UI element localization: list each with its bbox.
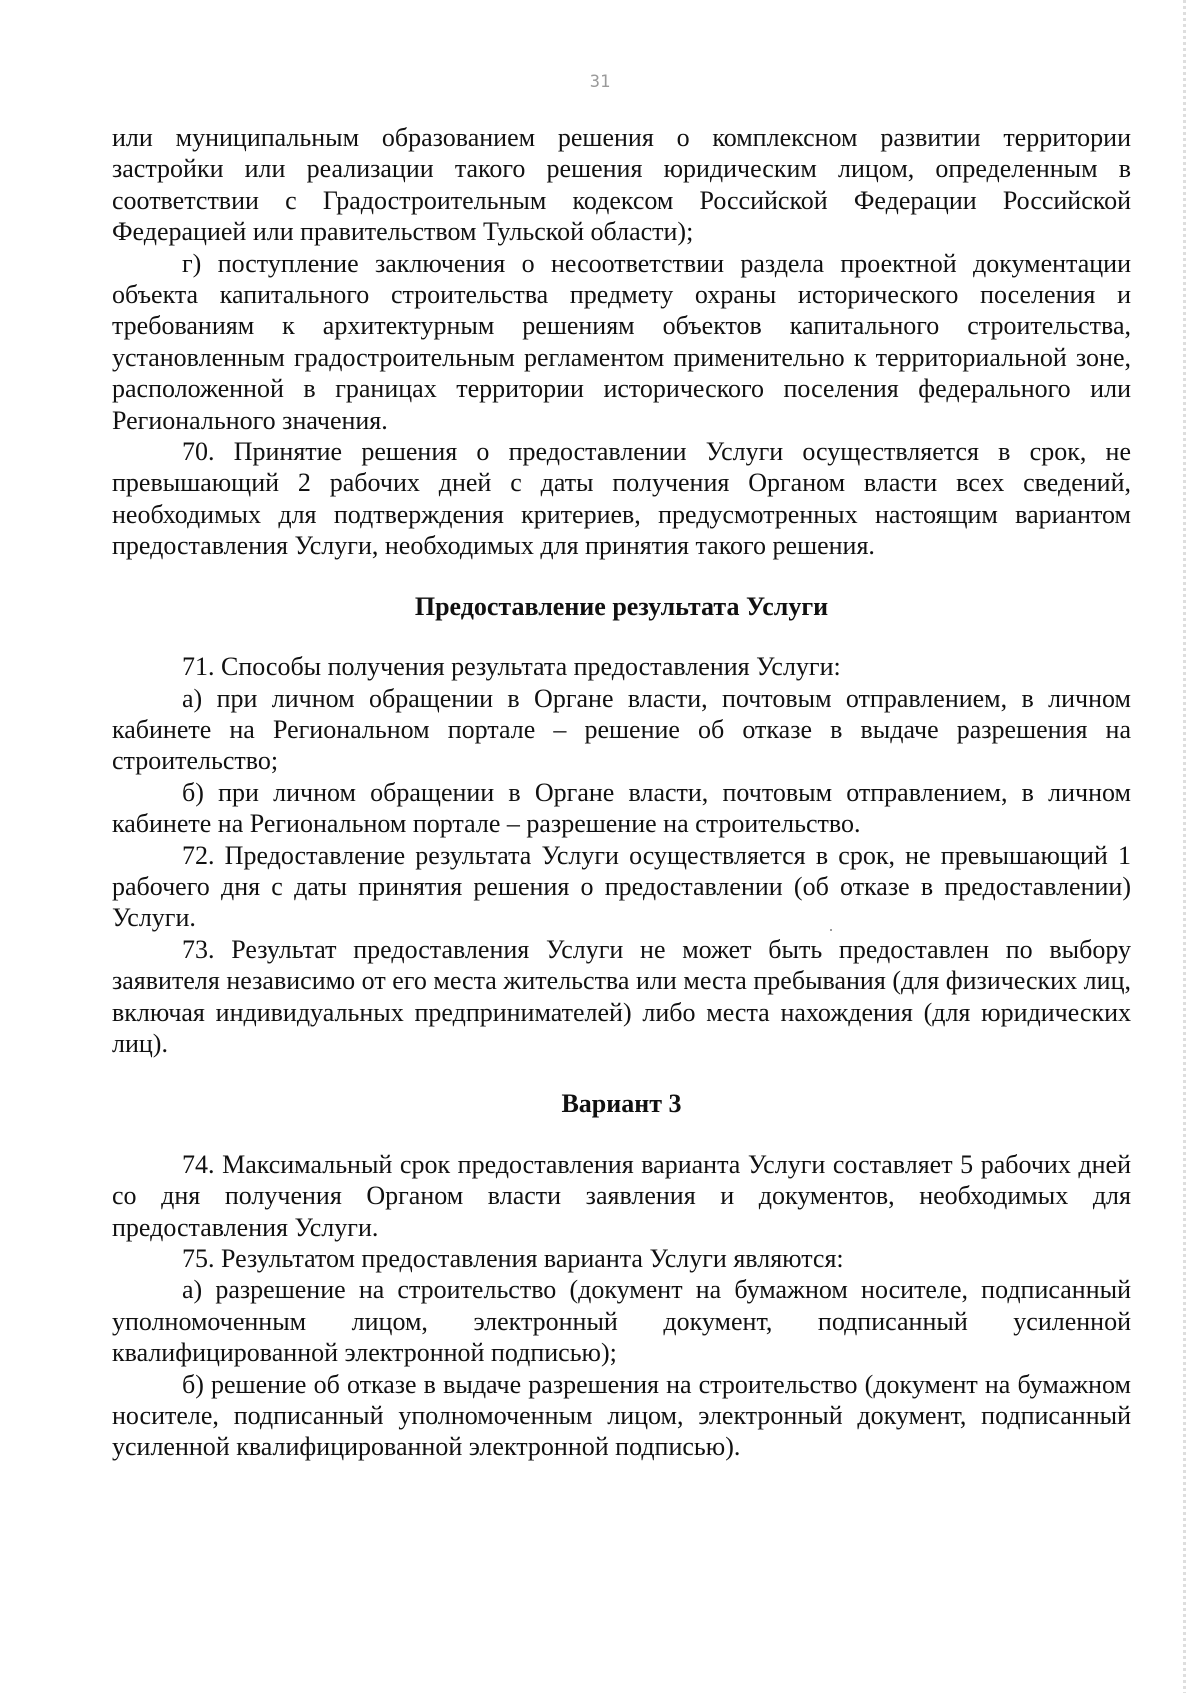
paragraph-73: 73. Результат предоставления Услуги не может быть предоставлен по выбору заявителя независимо от его места жительства или места пребывания (для физических лиц, включая индивидуальных предпринимателей) либо места нахождения (для юридических лиц). bbox=[112, 934, 1131, 1058]
paragraph-item-g: г) поступление заключения о несоответствии раздела проектной документации объекта капитального строительства предмету охраны исторического поселения и требованиям к архитектурным решениям объектов капитального строительства, установленным градостроительным регламентом применительно к территориальной зоне, расположенной в границах территории исторического поселения федерального или Регионального значения. bbox=[112, 248, 1131, 435]
document-body bbox=[112, 122, 1131, 1463]
paragraph-70: 70. Принятие решения о предоставлении Услуги осуществляется в срок, не превышающий 2 рабочих дней с даты получения Органом власти всех сведений, необходимых для подтверждения критериев, предусмотренных настоящим вариантом предоставления Услуги, необходимых для принятия такого решения. bbox=[112, 437, 1131, 561]
page-number: 31 bbox=[589, 72, 611, 92]
spacer bbox=[112, 1059, 1131, 1088]
paragraph-72: 72. Предоставление результата Услуги осуществляется в срок, не превышающий 1 рабочего дня с даты принятия решения о предоставлении (об отказе в предоставлении) Услуги. bbox=[112, 840, 1131, 933]
scan-speck bbox=[830, 929, 832, 931]
spacer bbox=[112, 622, 1131, 651]
paragraph-75-b: б) решение об отказе в выдаче разрешения на строительство (документ на бумажном носителе, подписанный уполномоченным лицом, электронный документ, подписанный усиленной квалифицированной электронной подписью). bbox=[112, 1369, 1131, 1462]
scan-edge-artifact bbox=[1183, 0, 1186, 1693]
section-heading-result: Предоставление результата Услуги bbox=[414, 591, 829, 621]
paragraph-71: 71. Способы получения результата предоставления Услуги: bbox=[182, 652, 841, 682]
section-heading-variant-3: Вариант 3 bbox=[561, 1089, 682, 1119]
paragraph-continuation: или муниципальным образованием решения о комплексном развитии территории застройки или реализации такого решения юридическим лицом, определенным в соответствии с Градостроительным кодексом Российской Федерации Российской Федерацией или правительством Тульской области); bbox=[112, 123, 1131, 247]
spacer bbox=[112, 562, 1131, 591]
paragraph-75-a: а) разрешение на строительство (документ на бумажном носителе, подписанный уполномоченным лицом, электронный документ, подписанный усиленной квалифицированной электронной подписью); bbox=[112, 1275, 1131, 1368]
paragraph-75: 75. Результатом предоставления варианта Услуги являются: bbox=[182, 1244, 844, 1273]
paragraph-74: 74. Максимальный срок предоставления варианта Услуги составляет 5 рабочих дней со дня получения Органом власти заявления и документов, необходимых для предоставления Услуги. bbox=[112, 1149, 1131, 1242]
paragraph-71-b: б) при личном обращении в Органе власти, почтовым отправлением, в личном кабинете на Региональном портале – разрешение на строительство. bbox=[112, 777, 1131, 839]
spacer bbox=[112, 1120, 1131, 1149]
paragraph-71-a: а) при личном обращении в Органе власти, почтовым отправлением, в личном кабинете на Региональном портале – решение об отказе в выдаче разрешения на строительство; bbox=[112, 683, 1131, 776]
